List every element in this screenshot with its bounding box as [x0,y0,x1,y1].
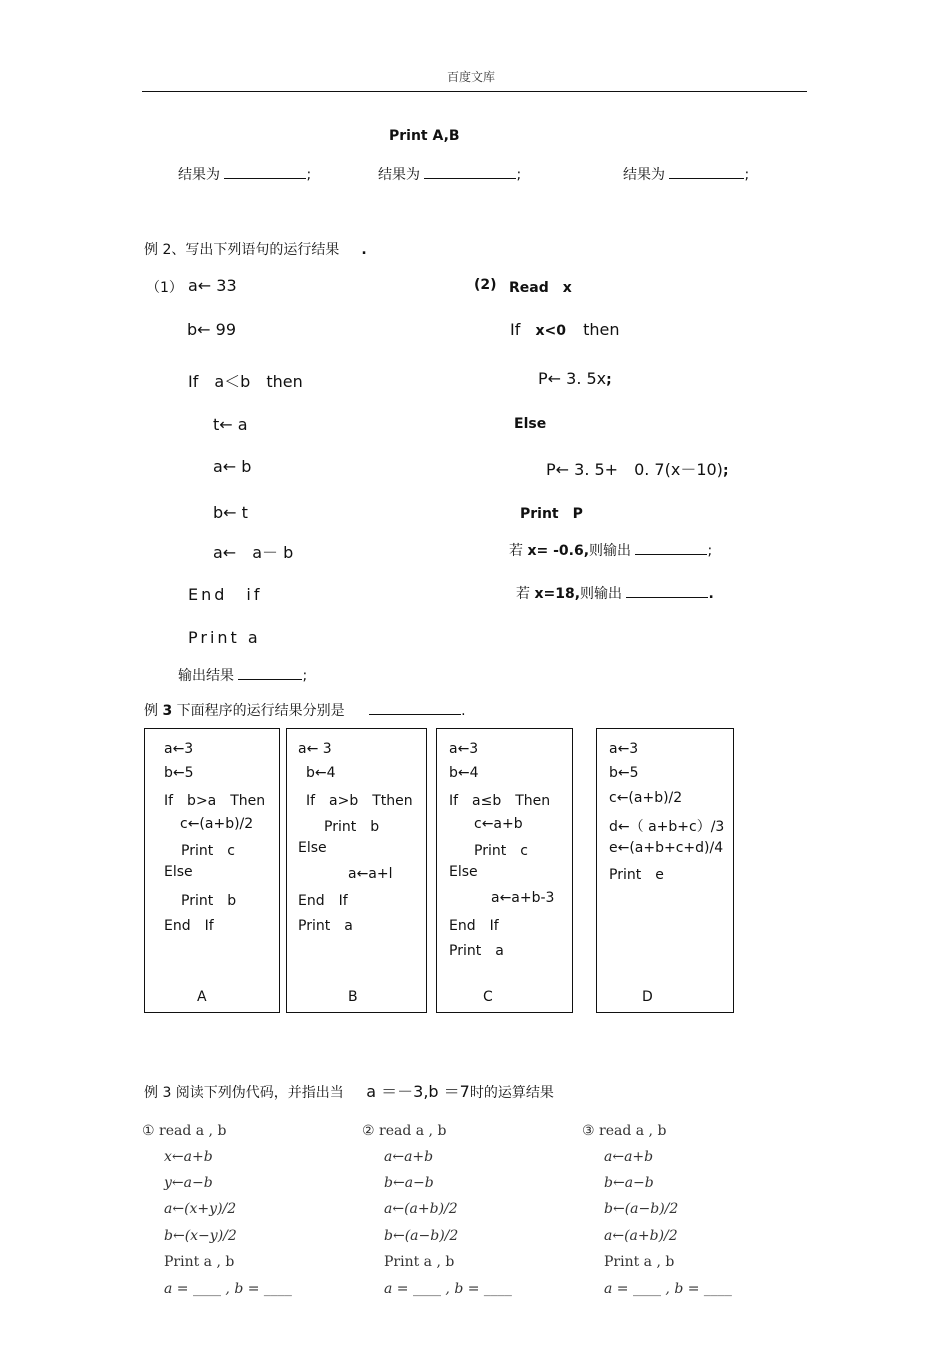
pseudocode-1-line: Print a , b [164,1254,235,1270]
example-2-title: 例 2、写出下列语句的运行结果 . [144,242,367,258]
pseudocode-1-line: x←a+b [164,1149,213,1165]
pseudocode-2-line: b←a−b [384,1175,434,1191]
p1-line-2: b← 99 [187,320,237,339]
pseudocode-3-header: ③ read a , b [582,1123,667,1139]
box-c-line: Else [449,864,478,880]
result-2: 结果为 ; [378,164,521,184]
p1-line-1: a← 33 [188,276,237,295]
box-d-line: d←（ a+b+c）/3 [609,819,725,835]
box-d-line: a←3 [609,741,639,757]
p2-else: Else [514,416,547,432]
box-d-label: D [642,989,653,1005]
part-2-number: (2) [474,277,497,293]
box-b-line: Print a [298,918,353,934]
pseudocode-2-line: a←a+b [384,1149,434,1165]
box-b-line: a←a+l [348,866,393,882]
pseudocode-1-answer: a = ____ , b = ____ [164,1281,292,1297]
box-c-line: If a≤b Then [449,793,551,809]
program-box-c [436,728,573,1013]
pseudocode-3-line: Print a , b [604,1254,675,1270]
page-header-title: 百度文库 [447,70,496,84]
box-c-line: a←a+b-3 [491,890,555,906]
box-d-line: b←5 [609,765,639,781]
result-3: 结果为 ; [623,164,749,184]
box-b-line: Else [298,840,327,856]
p1-line-4: t← a [213,415,248,434]
p2-assign-1: P← 3. 5x; [538,369,612,388]
pseudocode-1-header: ① read a , b [142,1123,227,1139]
box-a-line: Else [164,864,193,880]
print-ab-line: Print A,B [389,128,460,144]
program-box-d [596,728,734,1013]
box-d-line: Print e [609,867,664,883]
program-box-b [286,728,427,1013]
box-b-line: End If [298,893,348,909]
p1-line-8: End if [188,585,263,604]
box-d-line: e←(a+b+c+d)/4 [609,840,724,856]
box-a-line: Print b [181,893,237,909]
pseudocode-3-line: a←(a+b)/2 [604,1228,678,1244]
p1-line-6: b← t [213,503,248,522]
pseudocode-3-line: a←a+b [604,1149,654,1165]
p2-question-2: 若 x=18,则输出 . [516,583,714,603]
box-b-line: If a>b Tthen [306,793,413,809]
p2-if-line: If x<0 then [510,320,620,339]
p1-line-9: Print a [188,628,261,647]
box-b-line: Print b [324,819,380,835]
box-a-label: A [197,989,207,1005]
p1-output: 输出结果 ; [178,665,307,685]
pseudocode-3-answer: a = ____ , b = ____ [604,1281,732,1297]
box-a-line: Print c [181,843,235,859]
box-a-line: If b>a Then [164,793,266,809]
box-b-line: b←4 [306,765,336,781]
pseudocode-2-answer: a = ____ , b = ____ [384,1281,512,1297]
pseudocode-2-line: b←(a−b)/2 [384,1228,459,1244]
box-c-line: a←3 [449,741,479,757]
box-c-line: End If [449,918,499,934]
pseudocode-3-line: b←a−b [604,1175,654,1191]
result-1: 结果为 ; [178,164,311,184]
p2-print: Print P [520,506,583,522]
p2-question-1: 若 x= -0.6,则输出 ; [509,540,712,560]
p2-read: Read x [509,280,572,296]
pseudocode-2-header: ② read a , b [362,1123,447,1139]
pseudocode-1-line: b←(x−y)/2 [164,1228,237,1244]
pseudocode-3-line: b←(a−b)/2 [604,1201,679,1217]
pseudocode-1-line: a←(x+y)/2 [164,1201,237,1217]
pseudocode-1-line: y←a−b [164,1175,213,1191]
box-c-line: c←a+b [474,816,523,832]
example-3b-title: 例 3 阅读下列伪代码，并指出当 a ＝－3,b ＝7时的运算结果 [144,1082,554,1101]
pseudocode-2-line: Print a , b [384,1254,455,1270]
pseudocode-2-line: a←(a+b)/2 [384,1201,458,1217]
box-b-label: B [348,989,358,1005]
box-a-line: b←5 [164,765,194,781]
header-rule [142,91,807,92]
box-a-line: c←(a+b)/2 [180,816,254,832]
program-box-a [144,728,280,1013]
box-b-line: a← 3 [298,741,332,757]
p1-line-7: a← a－ b [213,543,294,562]
box-c-label: C [483,989,493,1005]
box-d-line: c←(a+b)/2 [609,790,683,806]
p2-assign-2: P← 3. 5+ 0. 7(x－10); [546,460,729,479]
box-c-line: b←4 [449,765,479,781]
p1-line-5: a← b [213,457,252,476]
box-a-line: End If [164,918,214,934]
box-a-line: a←3 [164,741,194,757]
box-c-line: Print c [474,843,528,859]
part-1-number: （1） [146,280,183,296]
box-c-line: Print a [449,943,504,959]
example-3-title: 例 3 下面程序的运行结果分别是 . [144,700,466,720]
p1-line-3: If a＜b then [188,372,303,391]
